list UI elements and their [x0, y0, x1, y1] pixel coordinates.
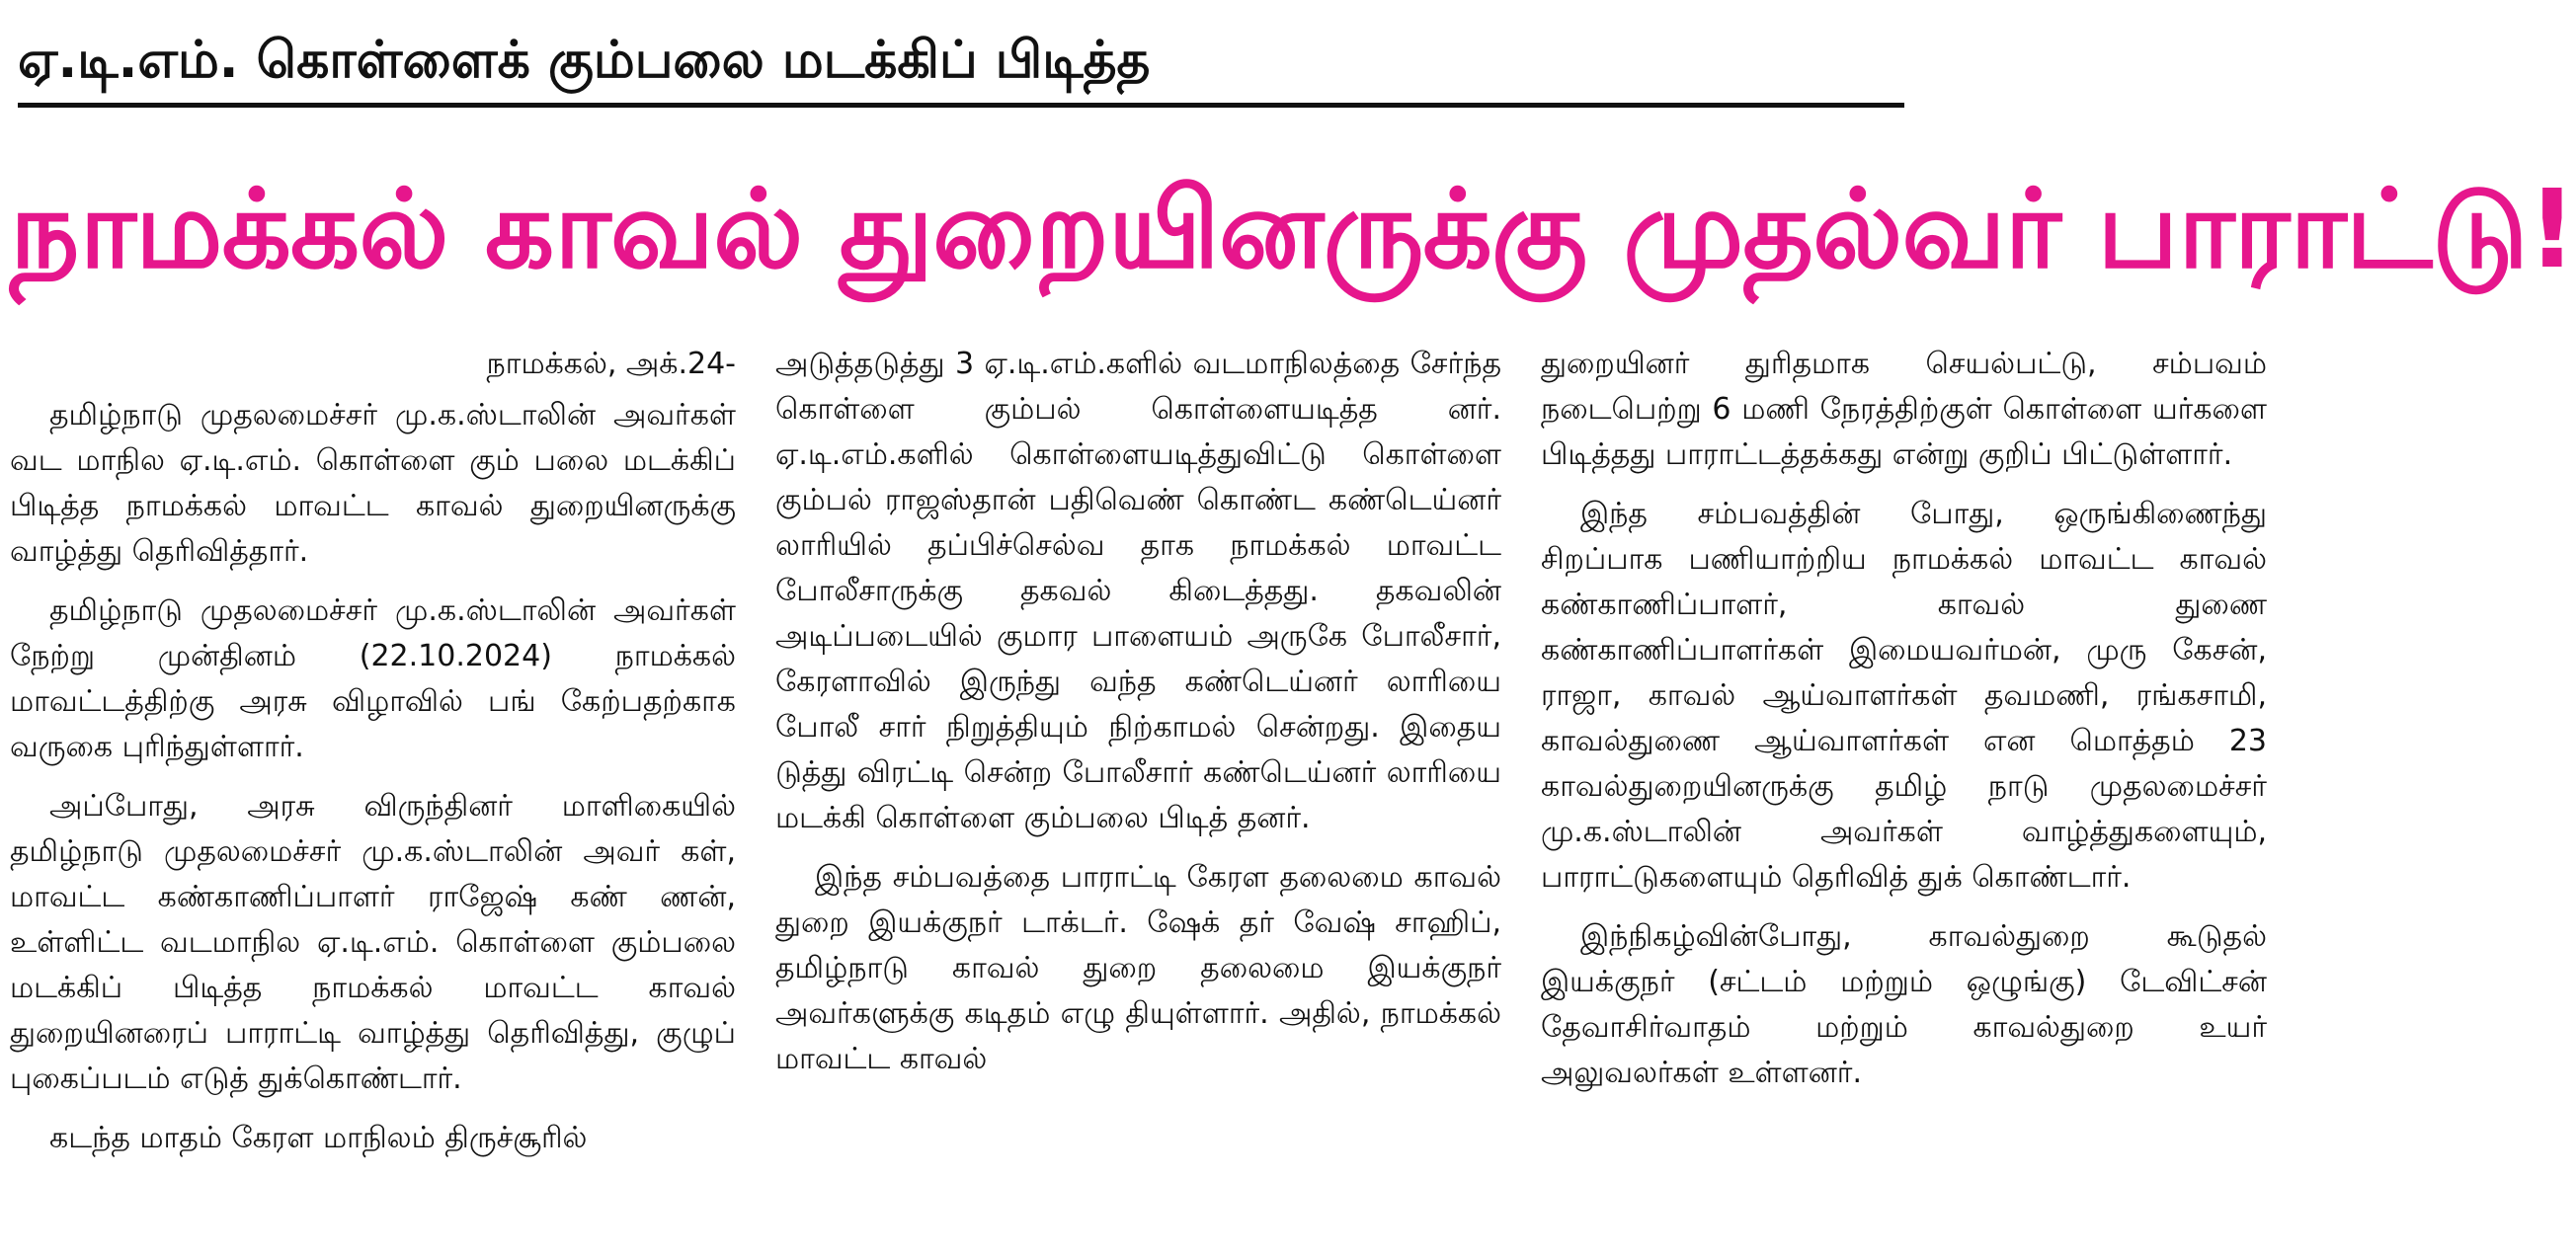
body-paragraph: அடுத்தடுத்து 3 ஏ.டி.எம்.களில் வடமாநிலத்தை சேர்ந்த கொள்ளை கும்பல் கொள்ளையடித்த னர். ஏ.டி.எம்.களில் கொள்ளையடித்துவிட்டு கொள்ளை கும்பல் ராஜஸ்தான் பதிவெண் கொண்ட கண்டெய்னர் லாரியில் தப்பிச்செல்வ தாக நாமக்கல் மாவட்ட போலீசாருக்கு தகவல் கிடைத்தது. தகவலின் அடிப்படையில் குமார பாளையம் அருகே போலீசார், கேரளாவில் இருந்து வந்த கண்டெய்னர் லாரியை போலீ சார் நிறுத்தியும் நிற்காமல் சென்றது. இதைய டுத்து விரட்டி சென்ற போலீசார் கண்டெய்னர் லாரியை மடக்கி கொள்ளை கும்பலை பிடித் தனர்.	[775, 347, 1501, 835]
main-headline: நாமக்கல் காவல் துறையினருக்கு முதல்வர் பாராட்டு!	[10, 166, 2576, 292]
article-column-3	[1541, 342, 2267, 1250]
body-paragraph: கடந்த மாதம் கேரள மாநிலம் திருச்சூரில்	[49, 1121, 588, 1155]
body-paragraph: தமிழ்நாடு முதலமைச்சர் மு.க.ஸ்டாலின் அவர்கள் நேற்று முன்தினம் (22.10.2024) நாமக்கல் மாவட்டத்திற்கு அரசு விழாவில் பங் கேற்பதற்காக வருகை புரிந்துள்ளார்.	[10, 593, 736, 764]
kicker-heading: ஏ.டி.எம். கொள்ளைக் கும்பலை மடக்கிப் பிடித்த	[18, 18, 1904, 108]
body-paragraph: துறையினர் துரிதமாக செயல்பட்டு, சம்பவம் நடைபெற்று 6 மணி நேரத்திற்குள் கொள்ளை யர்களை பிடித்தது பாராட்டத்தக்கது என்று குறிப் பிட்டுள்ளார்.	[1541, 347, 2267, 472]
body-paragraph: இந்த சம்பவத்தை பாராட்டி கேரள தலைமை காவல் துறை இயக்குநர் டாக்டர். ஷேக் தர் வேஷ் சாஹிப், தமிழ்நாடு காவல் துறை தலைமை இயக்குநர் அவர்களுக்கு கடிதம் எழு தியுள்ளார். அதில், நாமக்கல் மாவட்ட காவல்	[775, 860, 1501, 1076]
article-column-2	[775, 342, 1501, 1250]
article-column-1	[10, 342, 736, 1250]
body-paragraph: அப்போது, அரசு விருந்தினர் மாளிகையில் தமிழ்நாடு முதலமைச்சர் மு.க.ஸ்டாலின் அவர் கள், மாவட்ட கண்காணிப்பாளர் ராஜேஷ் கண் ணன், உள்ளிட்ட வடமாநில ஏ.டி.எம். கொள்ளை கும்பலை மடக்கிப் பிடித்த நாமக்கல் மாவட்ட காவல் துறையினரைப் பாராட்டி வாழ்த்து தெரிவித்து, குழுப் புகைப்படம் எடுத் துக்கொண்டார்.	[10, 789, 736, 1096]
body-paragraph: இந்நிகழ்வின்போது, காவல்துறை கூடுதல் இயக்குநர் (சட்டம் மற்றும் ஒழுங்கு) டேவிட்சன் தேவாசிர்வாதம் மற்றும் காவல்துறை உயர் அலுவலர்கள் உள்ளனர்.	[1541, 919, 2267, 1090]
body-paragraph: தமிழ்நாடு முதலமைச்சர் மு.க.ஸ்டாலின் அவர்கள் வட மாநில ஏ.டி.எம். கொள்ளை கும் பலை மடக்கிப் பிடித்த நாமக்கல் மாவட்ட காவல் துறையினருக்கு வாழ்த்து தெரிவித்தார்.	[10, 398, 736, 569]
body-paragraph: இந்த சம்பவத்தின் போது, ஒருங்கிணைந்து சிறப்பாக பணியாற்றிய நாமக்கல் மாவட்ட காவல் கண்காணிப்பாளர், காவல் துணை கண்காணிப்பாளர்கள் இமையவர்மன், முரு கேசன், ராஜா, காவல் ஆய்வாளர்கள் தவமணி, ரங்கசாமி, காவல்துணை ஆய்வாளர்கள் என மொத்தம் 23 காவல்துறையினருக்கு தமிழ் நாடு முதலமைச்சர் மு.க.ஸ்டாலின் அவர்கள் வாழ்த்துகளையும், பாராட்டுகளையும் தெரிவித் துக் கொண்டார்.	[1541, 497, 2267, 895]
article-body	[10, 342, 2267, 1250]
dateline: நாமக்கல், அக்.24-	[486, 347, 736, 381]
